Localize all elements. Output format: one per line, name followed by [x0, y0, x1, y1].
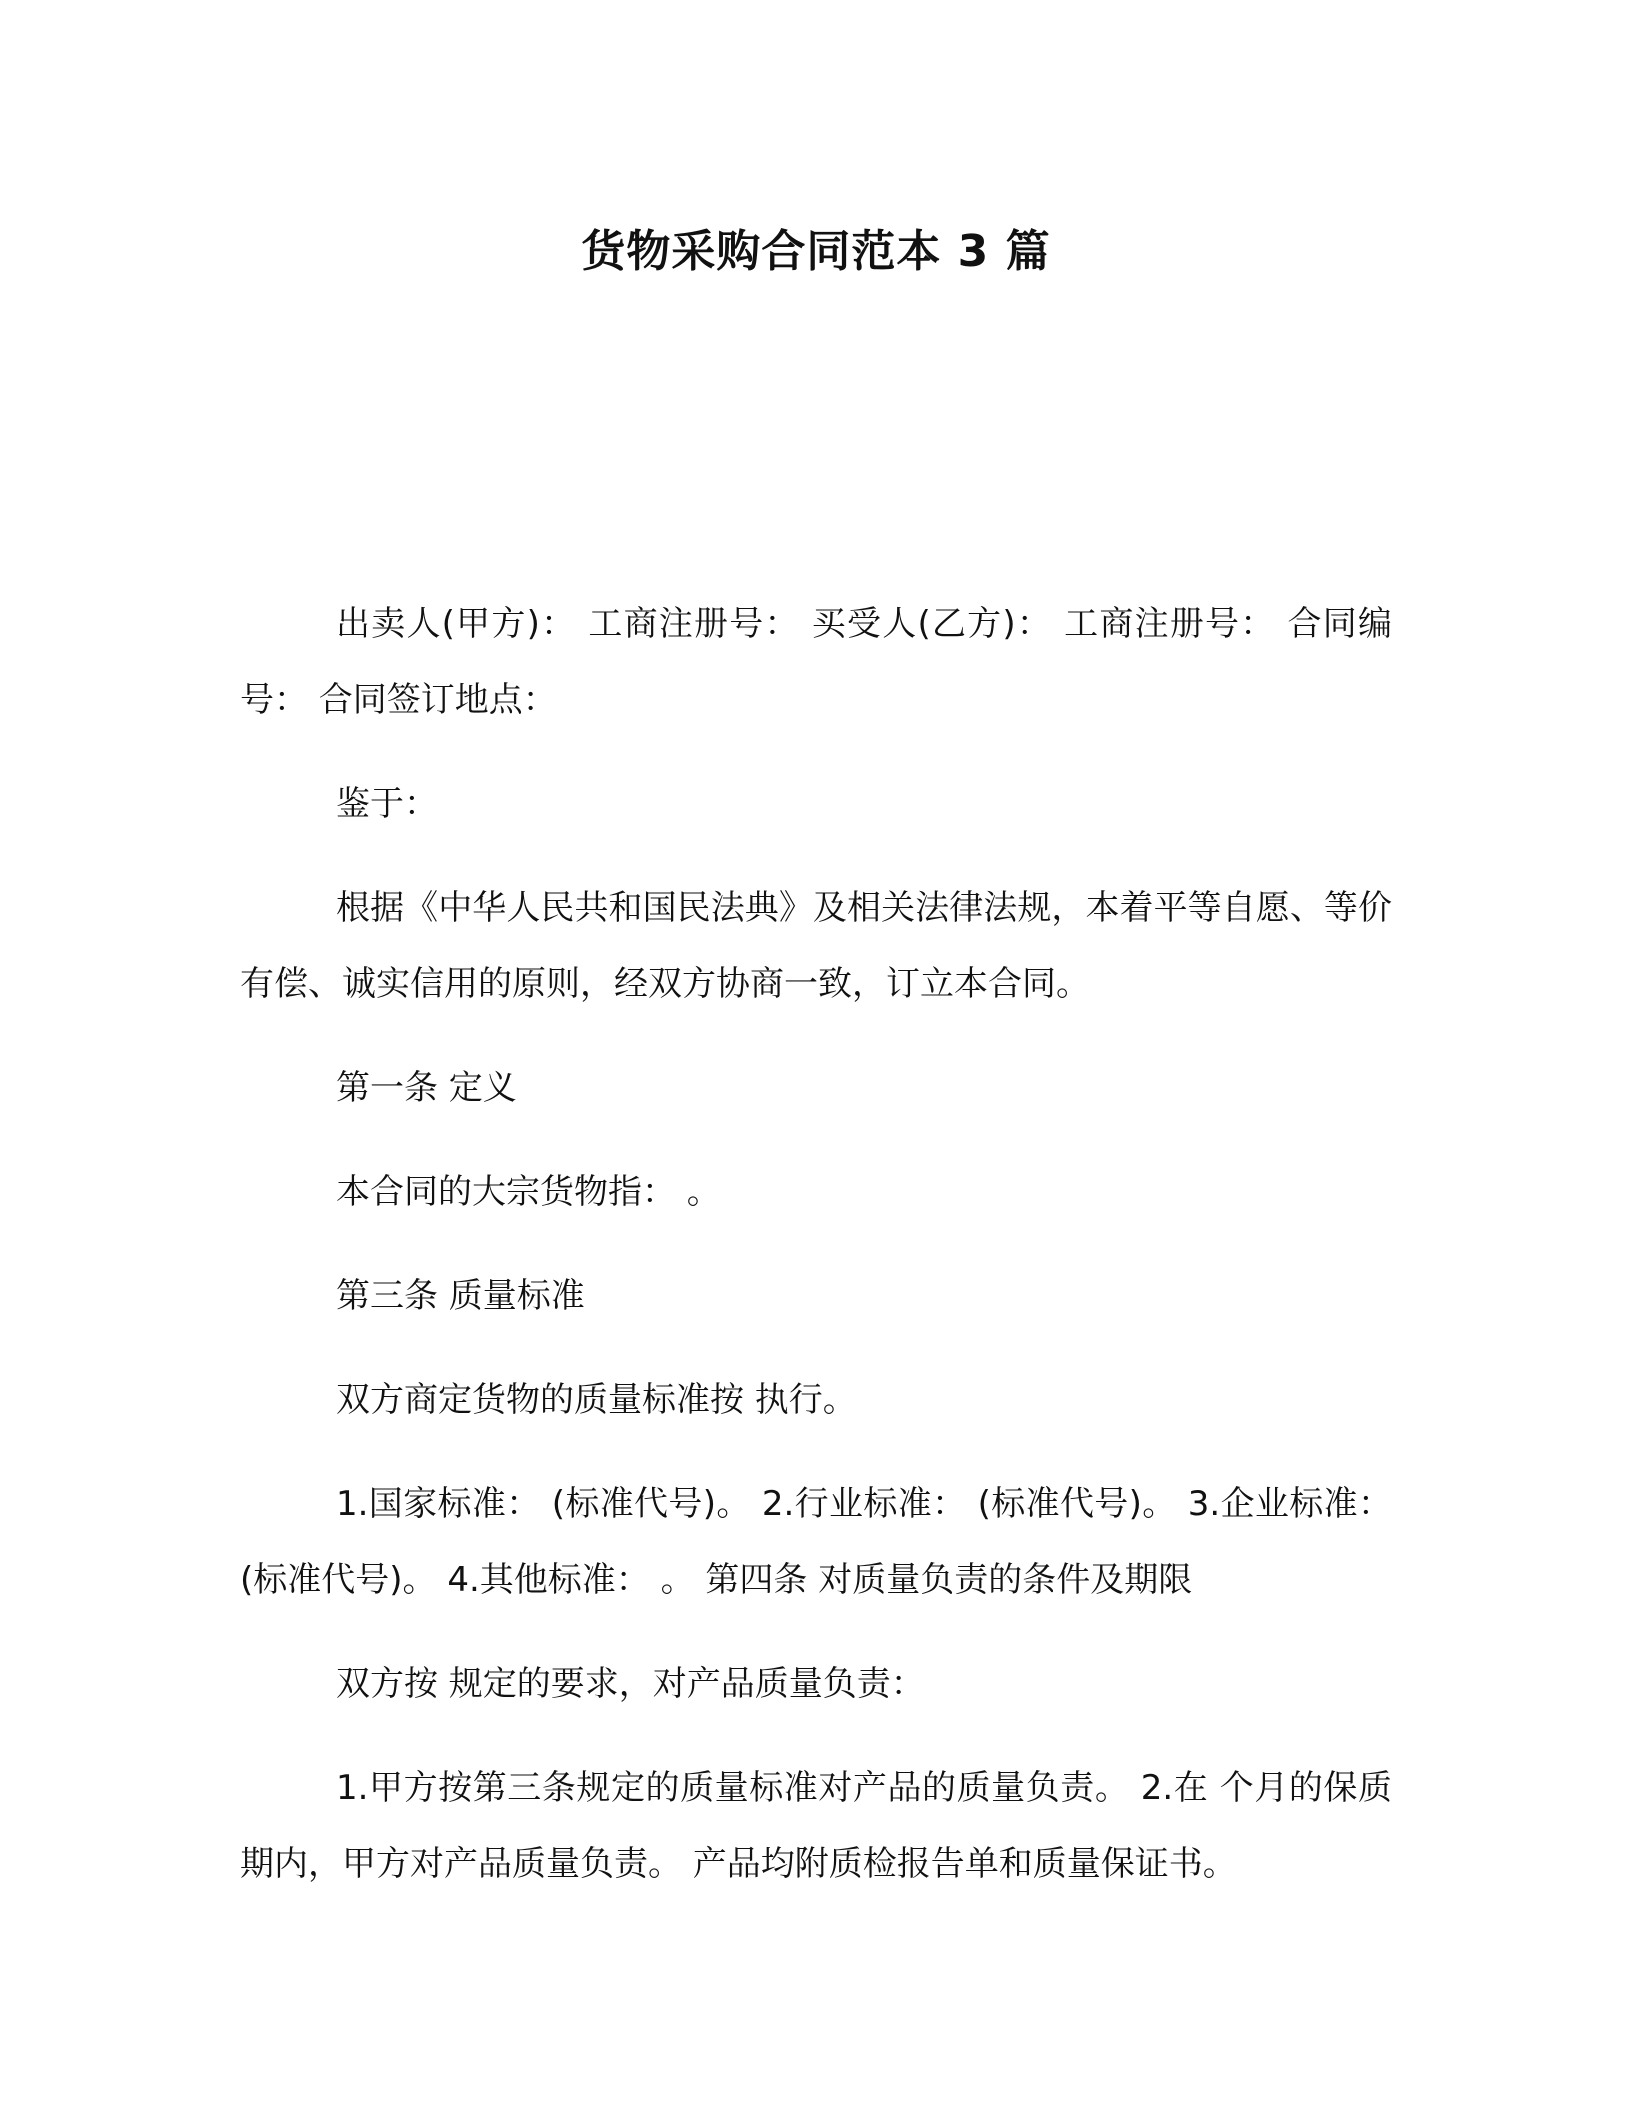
legal-basis-paragraph: 根据《中华人民共和国民法典》及相关法律法规，本着平等自愿、等价有偿、诚实信用的原则，经双方协商一致，订立本合同。	[240, 888, 1392, 1004]
warranty-paragraph: 1.甲方按第三条规定的质量标准对产品的质量负责。 2.在 个月的保质期内，甲方对产品质量负责。 产品均附质检报告单和质量保证书。	[240, 1768, 1392, 1884]
document-body	[240, 586, 1392, 1930]
standards-list-paragraph: 1.国家标准： (标准代号)。 2.行业标准： (标准代号)。 3.企业标准： (标准代号)。 4.其他标准： 。 第四条 对质量负责的条件及期限	[240, 1484, 1392, 1600]
whereas-paragraph: 鉴于：	[336, 784, 438, 824]
goods-definition-paragraph: 本合同的大宗货物指： 。	[336, 1172, 721, 1212]
document-title: 货物采购合同范本 3 篇	[581, 226, 1051, 277]
article-1-heading: 第一条 定义	[336, 1068, 517, 1108]
quality-standard-paragraph: 双方商定货物的质量标准按 执行。	[336, 1380, 857, 1420]
quality-responsibility-paragraph: 双方按 规定的要求，对产品质量负责：	[336, 1664, 925, 1704]
parties-paragraph: 出卖人(甲方)： 工商注册号： 买受人(乙方)： 工商注册号： 合同编号： 合同签订地点：	[240, 604, 1392, 720]
article-3-heading: 第三条 质量标准	[336, 1276, 585, 1316]
